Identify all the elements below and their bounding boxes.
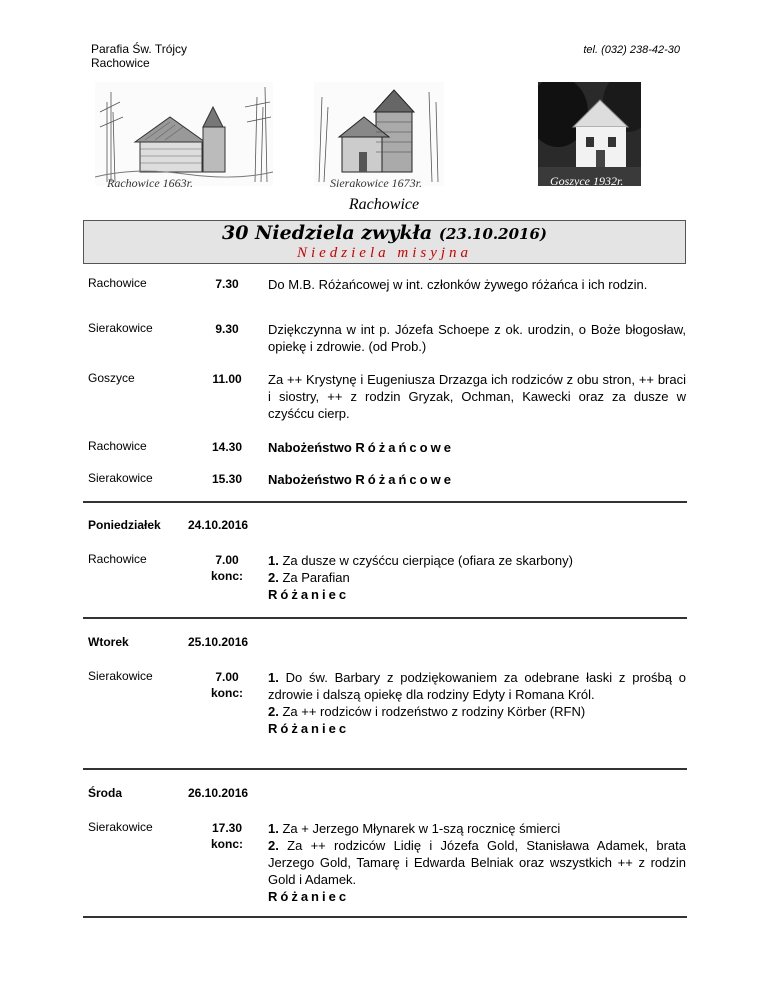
location-title: Rachowice: [348, 196, 420, 213]
intention-item: [268, 569, 686, 586]
section-divider: [83, 501, 687, 503]
mass-time: 7.30: [215, 277, 239, 291]
section-divider: [83, 768, 687, 770]
mass-time-value: 7.00: [215, 553, 239, 567]
mass-place: Rachowice: [88, 276, 147, 290]
intention-item: [268, 837, 686, 888]
rosary-label: Różaniec: [268, 721, 350, 736]
sunday-banner: [83, 220, 686, 264]
intention-text: Za dusze w czyśćcu cierpiące (ofiara ze skarbony): [282, 553, 573, 568]
service-word: Nabożeństwo: [268, 440, 352, 455]
mass-time: 14.30: [211, 440, 243, 454]
section-divider: [83, 916, 687, 918]
intention-number: 1.: [268, 670, 279, 685]
mass-time: [188, 820, 266, 852]
service-word: Nabożeństwo: [268, 472, 352, 487]
mass-time: [188, 552, 266, 584]
mass-concelebration: konc:: [210, 569, 243, 583]
mass-concelebration: konc:: [210, 686, 243, 700]
section-divider: [83, 617, 687, 619]
day-name: Środa: [88, 786, 123, 800]
mass-time-value: 17.30: [211, 821, 243, 835]
day-date: 25.10.2016: [188, 635, 249, 649]
rosary-label: Różaniec: [268, 889, 350, 904]
phone-number: tel. (032) 238-42-30: [583, 44, 680, 56]
caption-sierakowice: Sierakowice 1673r.: [330, 176, 422, 190]
intention-number: 1.: [268, 821, 279, 836]
intention-number: 1.: [268, 553, 279, 568]
banner-subtitle: Niedziela misyjna: [296, 245, 473, 261]
intention-item: [268, 669, 686, 703]
intention-text: Do św. Barbary z podziękowaniem za odebrane łaski z prośbą o zdrowie i dalszą opiekę dla rodziny Edyty i Romana Król.: [268, 670, 686, 702]
mass-place: Sierakowice: [88, 820, 153, 834]
caption-goszyce: Goszyce 1932r.: [550, 174, 624, 188]
service-name: [268, 471, 686, 488]
photo-sierakowice-church: [314, 82, 444, 186]
day-date: 24.10.2016: [188, 518, 249, 532]
mass-place: Sierakowice: [88, 471, 153, 485]
mass-place: Rachowice: [88, 439, 147, 453]
intention-item: [268, 552, 686, 569]
mass-intention: Do M.B. Różańcowej w int. członków żywego różańca i ich rodzin.: [268, 277, 648, 292]
photo-rachowice-church: [95, 82, 273, 186]
mass-time: 11.00: [212, 372, 242, 386]
intention-number: 2.: [268, 570, 279, 585]
mass-time: 15.30: [211, 472, 243, 486]
mass-intentions: [268, 552, 686, 603]
banner-title: [84, 222, 685, 245]
photo-goszyce-church: [538, 82, 641, 186]
parish-name: [91, 42, 187, 70]
rosary-label: Różaniec: [268, 587, 350, 602]
day-date: 26.10.2016: [188, 786, 249, 800]
intention-text: Za ++ rodziców i rodzeństwo z rodziny Körber (RFN): [282, 704, 586, 719]
mass-time-value: 7.00: [215, 670, 239, 684]
banner-date: (23.10.2016): [438, 225, 547, 243]
service-name: [268, 439, 686, 456]
mass-place: Sierakowice: [88, 669, 153, 683]
day-name: Wtorek: [88, 635, 129, 649]
mass-intention: Dziękczynna w int p. Józefa Schoepe z ok. urodzin, o Boże błogosław, opiekę i zdrowie. (od Prob.): [268, 322, 686, 354]
day-name: Poniedziałek: [88, 518, 161, 532]
mass-intention: Za ++ Krystynę i Eugeniusza Drzazga ich rodziców z obu stron, ++ braci i siostry, ++ z rodzin Gryzak, Ochman, Kawecki oraz za dusze w czyśćcu cierp.: [268, 372, 686, 421]
parish-line-2: Rachowice: [91, 56, 150, 70]
intention-number: 2.: [268, 838, 279, 853]
mass-intentions: [268, 669, 686, 737]
intention-text: Za Parafian: [282, 570, 350, 585]
mass-concelebration: konc:: [210, 837, 243, 851]
mass-place: Goszyce: [88, 371, 135, 385]
service-type: Różańcowe: [355, 472, 454, 487]
service-type: Różańcowe: [355, 440, 454, 455]
banner-title-text: 30 Niedziela zwykła: [222, 222, 433, 244]
intention-text: Za ++ rodziców Lidię i Józefa Gold, Stanisława Adamek, brata Jerzego Gold, Tamarę i Edwarda Belniak oraz wszystkich ++ z rodzin Gold i Adamek.: [268, 838, 686, 887]
intention-item: [268, 703, 686, 720]
mass-intentions: [268, 820, 686, 905]
mass-time: 9.30: [215, 322, 239, 336]
mass-place: Rachowice: [88, 552, 147, 566]
intention-number: 2.: [268, 704, 279, 719]
parish-line-1: Parafia Św. Trójcy: [91, 42, 188, 56]
intention-item: [268, 820, 686, 837]
mass-time: [188, 669, 266, 701]
intention-text: Za + Jerzego Młynarek w 1-szą rocznicę śmierci: [282, 821, 561, 836]
caption-rachowice: Rachowice 1663r.: [107, 176, 193, 190]
mass-place: Sierakowice: [88, 321, 153, 335]
